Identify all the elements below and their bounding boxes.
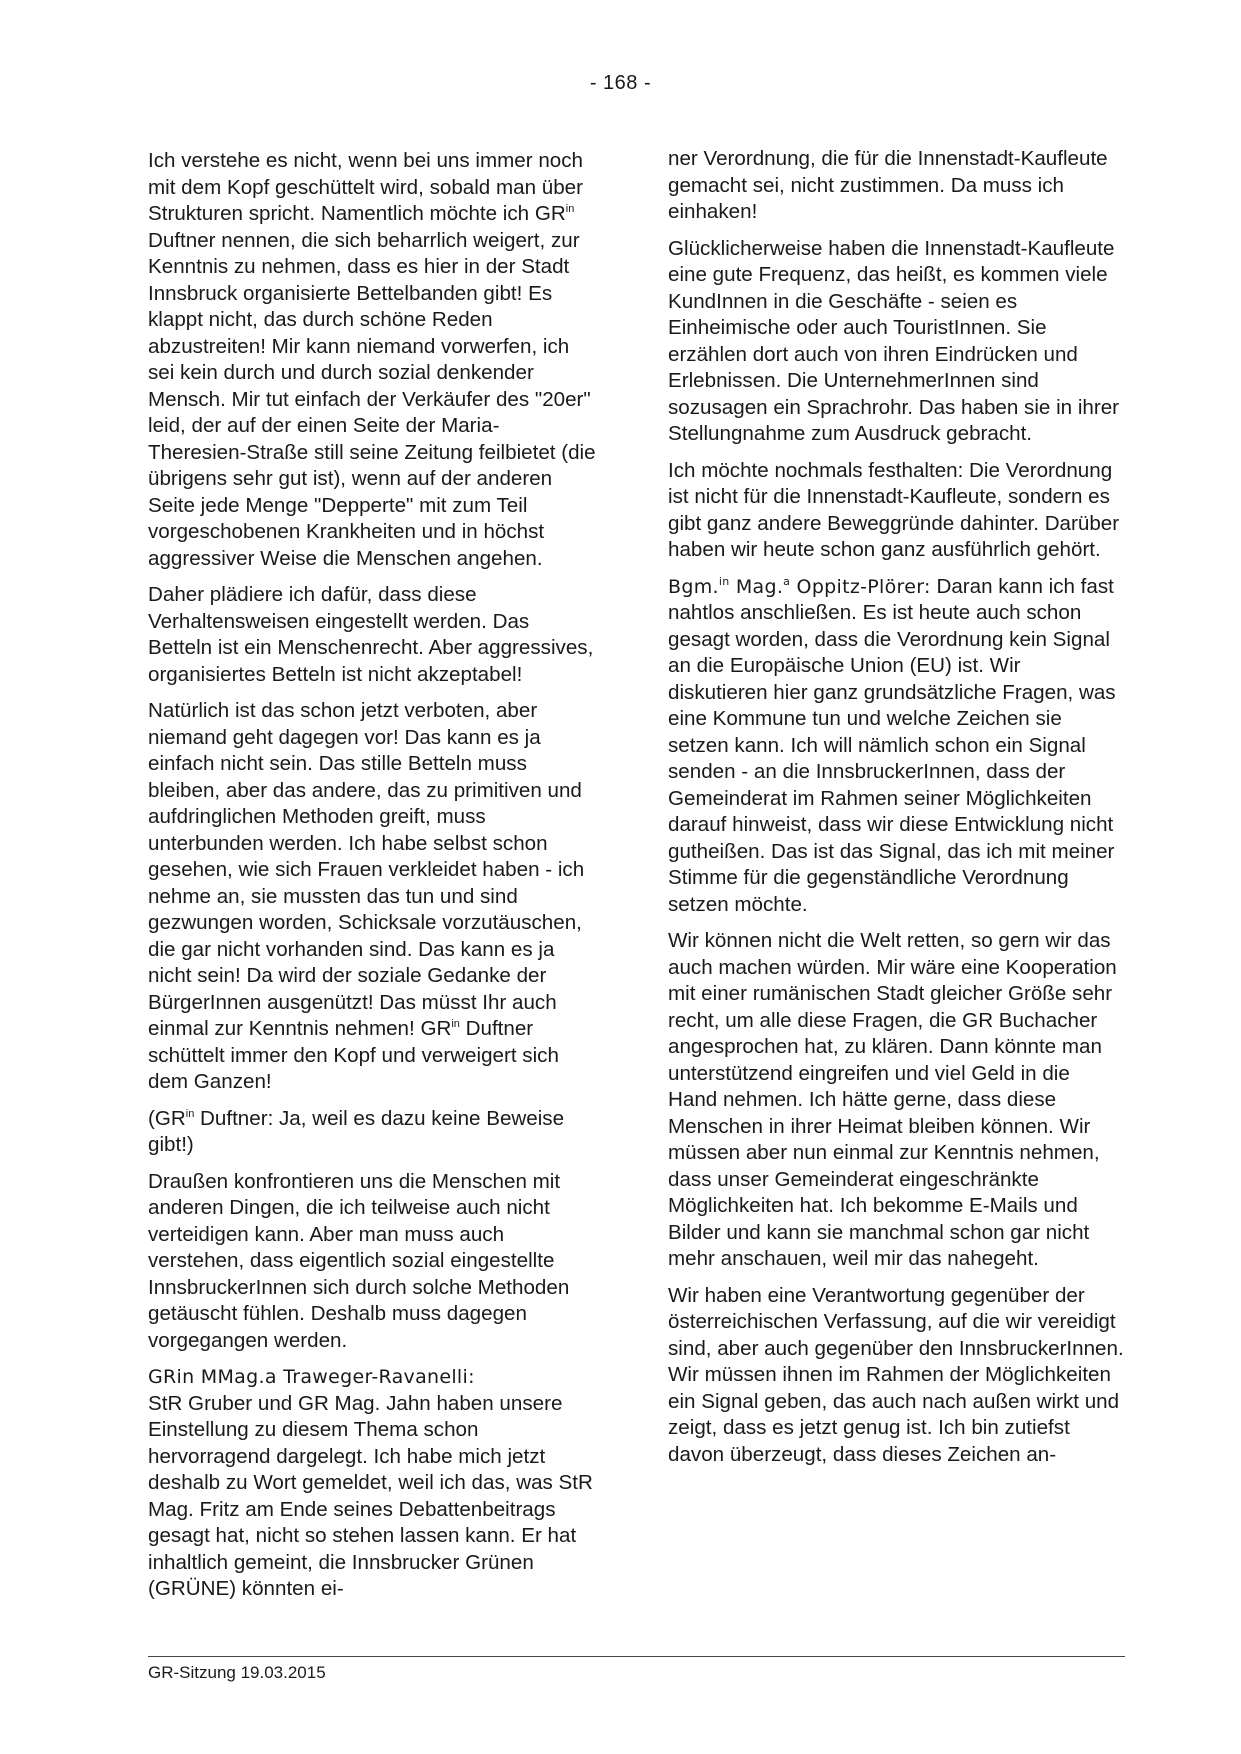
paragraph-text: Natürlich ist das schon jetzt verboten, aber niemand geht dagegen vor! Das kann es ja einfach nicht sein. Das stille Betteln muss bleiben, aber das andere, das zu primitiven und aufdringlichen Methoden greift, muss unterbunden werden. Ich habe selbst schon gesehen, wie sich Frauen verkleidet haben - ich nehme an, sie mussten das tun und sind gezwungen worden, Schicksale vorzutäuschen, die gar nicht vorhanden sind. Das kann es ja nicht sein! Da wird der soziale Gedanke der BürgerInnen ausgenützt! Das müsst Ihr auch einmal zur Kenntnis nehmen! GR [148, 699, 585, 1040]
paragraph-text: Ich verstehe es nicht, wenn bei uns immer noch mit dem Kopf geschüttelt wird, sobald man über Strukturen spricht. Namentlich möchte ich GR [148, 149, 583, 225]
superscript: in [718, 574, 730, 588]
paragraph-text: Daran kann ich fast nahtlos anschließen. Es ist heute auch schon gesagt worden, dass die Verordnung kein Signal an die Europäische Union (EU) ist. Wir diskutieren hier ganz grundsätzliche Fragen, was eine Kommune tun und welche Zeichen sie setzen kann. Ich will nämlich schon ein Signal senden - an die InnsbruckerInnen, dass der Gemeinderat im Rahmen seiner Möglichkeiten darauf hinweist, dass wir diese Entwicklung nicht gutheißen. Das ist das Signal, das ich mit meiner Stimme für die gegenständliche Verordnung setzen möchte. [668, 574, 1116, 916]
left-column [148, 148, 596, 1613]
footer-text: GR-Sitzung 19.03.2015 [148, 1663, 326, 1682]
paragraph: ner Verordnung, die für die Innenstadt-Kaufleute gemacht sei, nicht zustimmen. Da muss ich einhaken! [668, 147, 1108, 223]
footer-divider [148, 1656, 1125, 1657]
paragraph [148, 698, 596, 1096]
superscript: in [451, 1018, 460, 1030]
paragraph [148, 1364, 596, 1603]
interjection [148, 1106, 596, 1159]
superscript: in [565, 203, 575, 215]
paragraph-text: Duftner: Ja, weil es dazu keine Beweise gibt!) [148, 1106, 565, 1156]
paragraph: Wir haben eine Verantwortung gegenüber der österreichischen Verfassung, auf die wir vereidigt sind, aber auch gegenüber den InnsbruckerInnen. Wir müssen ihnen im Rahmen der Möglichkeiten ein Signal geben, das auch nach außen wirkt und zeigt, dass es jetzt genug ist. Ich bin zutiefst davon überzeugt, dass dieses Zeichen an- [668, 1283, 1124, 1466]
superscript: a [783, 574, 791, 588]
speaker-part: Bgm. [668, 575, 719, 598]
paragraph-text: StR Gruber und GR Mag. Jahn haben unsere Einstellung zu diesem Thema schon hervorragend dargelegt. Ich habe mich jetzt deshalb zu Wort gemeldet, weil ich das, was StR Mag. Fritz am Ende seines Debattenbeitrags gesagt hat, nicht so stehen lassen kann. Er hat inhaltlich gemeint, die Innsbrucker Grünen (GRÜNE) könnten ei- [148, 1391, 593, 1600]
paragraph-text: Duftner nennen, die sich beharrlich weigert, zur Kenntnis zu nehmen, dass es hier in der Stadt Innsbruck organisierte Bettelbanden gibt! Es klappt nicht, das durch schöne Reden abzustreiten! Mir kann niemand vorwerfen, ich sei kein durch und durch sozial denkender Mensch. Mir tut einfach der Verkäufer des "20er" leid, der auf der einen Seite der Maria-Theresien-Straße still seine Zeitung feilbietet (die übrigens sehr gut ist), wenn auf der anderen Seite jede Menge "Depperte" mit zum Teil vorgeschobenen Krankheiten und in höchst aggressiver Weise die Menschen angehen. [148, 228, 596, 570]
speaker-name: GRin MMag.a Traweger-Ravanelli: [148, 1366, 475, 1388]
paragraph-text: (GR [148, 1106, 186, 1130]
paragraph-text: Duftner schüttelt immer den Kopf und verweigert sich dem Ganzen! [148, 1017, 559, 1093]
paragraph: Wir können nicht die Welt retten, so gern wir das auch machen würden. Mir wäre eine Kooperation mit einer rumänischen Stadt gleicher Größe sehr recht, um alle diese Fragen, die GR Buchacher angesprochen hat, zu klären. Dann könnte man unterstützend eingreifen und viel Geld in die Hand nehmen. Ich hätte gerne, dass diese Menschen in ihrer Heimat bleiben können. Wir müssen aber nun einmal zur Kenntnis nehmen, dass unser Gemeinderat eingeschränkte Möglichkeiten hat. Ich bekomme E-Mails und Bilder und kann sie manchmal schon gar nicht mehr anschauen, weil mir das nahegeht. [668, 929, 1117, 1270]
page-number: - 168 - [589, 72, 652, 94]
paragraph: Daher plädiere ich dafür, dass diese Verhaltensweisen eingestellt werden. Das Betteln ist ein Menschenrecht. Aber aggressives, organisiertes Betteln ist nicht akzeptabel! [148, 583, 594, 686]
paragraph [668, 574, 1124, 919]
paragraph [148, 148, 596, 572]
right-column [668, 146, 1124, 1478]
speaker-name [668, 576, 931, 598]
speaker-part: Mag. [729, 575, 784, 598]
paragraph: Draußen konfrontieren uns die Menschen mit anderen Dingen, die ich teilweise auch nicht verteidigen kann. Aber man muss auch verstehen, dass eigentlich sozial eingestellte InnsbruckerInnen sich durch solche Methoden getäuscht fühlen. Deshalb muss dagegen vorgegangen werden. [148, 1169, 570, 1352]
paragraph: Ich möchte nochmals festhalten: Die Verordnung ist nicht für die Innenstadt-Kaufleute, sondern es gibt ganz andere Beweggründe dahinter. Darüber haben wir heute schon ganz ausführlich gehört. [668, 458, 1120, 561]
paragraph: Glücklicherweise haben die Innenstadt-Kaufleute eine gute Frequenz, das heißt, es kommen viele KundInnen in die Geschäfte - seien es Einheimische oder auch TouristInnen. Sie erzählen dort auch von ihren Eindrücken und Erlebnissen. Die UnternehmerInnen sind sozusagen ein Sprachrohr. Das haben sie in ihrer Stellungnahme zum Ausdruck gebracht. [668, 236, 1120, 445]
superscript: in [185, 1107, 195, 1120]
speaker-part: Oppitz-Plörer: [790, 575, 931, 598]
